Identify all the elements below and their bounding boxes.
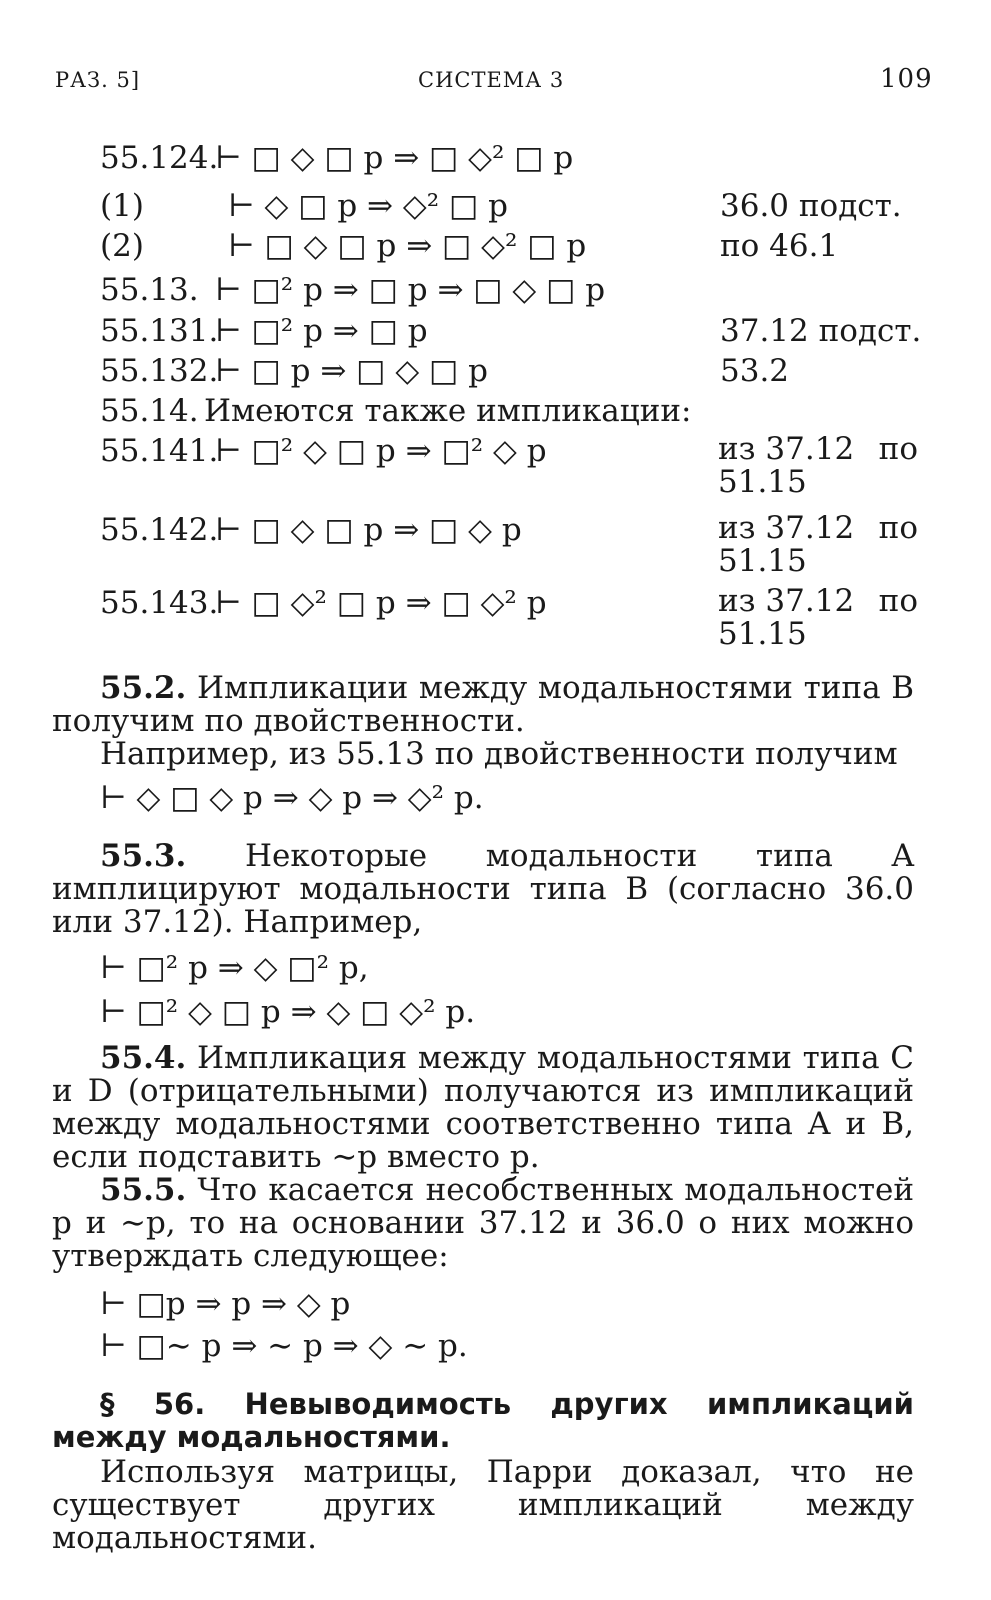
formula: ⊢ ◇ □ p ⇒ ◇² □ p	[228, 188, 508, 224]
formula-label: 55.14.	[100, 393, 199, 429]
justification-word: по	[878, 431, 918, 467]
section-heading: § 56. Невыводимость других импликаций между модальностями.	[52, 1387, 914, 1454]
formula-label: 55.13.	[100, 272, 199, 308]
formula-justification: 36.0 подст.	[720, 188, 902, 224]
formula-justification	[718, 433, 918, 499]
justification-ref: 51.15	[718, 464, 807, 500]
formula: ⊢ □² ◇ □ p ⇒ ◇ □ ◇² p.	[100, 994, 476, 1030]
formula: ⊢ □² p ⇒ □ p ⇒ □ ◇ □ p	[215, 272, 606, 308]
paragraph-number: 55.5.	[100, 1172, 187, 1208]
formula-justification: 53.2	[720, 353, 790, 389]
paragraph-text: Импликации между модальностями типа B получим по двойственности.	[52, 670, 914, 739]
justification-word: по	[878, 583, 918, 619]
paragraph-number: 55.3.	[100, 838, 187, 874]
formula-label: 55.124.	[100, 140, 219, 176]
formula: ⊢ □² p ⇒ □ p	[215, 313, 428, 349]
formula-justification	[718, 512, 918, 578]
paragraph-number: 55.4.	[100, 1040, 187, 1076]
justification-ref: 51.15	[718, 543, 807, 579]
formula-justification: 37.12 подст.	[720, 313, 922, 349]
formula: ⊢ □ ◇² □ p ⇒ □ ◇² p	[215, 585, 547, 621]
paragraph-55-3	[52, 840, 914, 939]
paragraph-55-4	[52, 1042, 914, 1174]
formula-label: (2)	[100, 228, 144, 264]
formula-label: 55.131.	[100, 313, 219, 349]
formula-label: 55.142.	[100, 512, 219, 548]
formula-justification: по 46.1	[720, 228, 839, 264]
formula: ⊢ □ ◇ □ p ⇒ □ ◇² □ p	[228, 228, 587, 264]
justification-source: из 37.12	[718, 431, 855, 467]
formula-label: (1)	[100, 188, 144, 224]
running-head-left: РАЗ. 5]	[55, 68, 141, 92]
justification-ref: 51.15	[718, 616, 807, 652]
formula: ⊢ □ p ⇒ □ ◇ □ p	[215, 353, 489, 389]
paragraph-number: 55.2.	[100, 670, 187, 706]
justification-word: по	[878, 510, 918, 546]
paragraph-text: Некоторые модальности типа A имплицируют модальности типа B (согласно 36.0 или 37.12). Например,	[52, 838, 914, 940]
paragraph-55-5	[52, 1174, 914, 1273]
formula-label: 55.143.	[100, 585, 219, 621]
paragraph-text: Что касается несобственных модальностей p и ∼p, то на основании 37.12 и 36.0 о них можно утверждать следующее:	[52, 1172, 914, 1274]
formula-justification	[718, 585, 918, 651]
justification-source: из 37.12	[718, 583, 855, 619]
formula: ⊢ □p ⇒ p ⇒ ◇ p	[100, 1286, 351, 1322]
formula: ⊢ □ ◇ □ p ⇒ □ ◇² □ p	[215, 140, 574, 176]
paragraph-text: Например, из 55.13 по двойственности получим	[100, 736, 898, 772]
formula-label: 55.132.	[100, 353, 219, 389]
formula: ⊢ ◇ □ ◇ p ⇒ ◇ p ⇒ ◇² p.	[100, 780, 484, 816]
paragraph-text: Используя матрицы, Парри доказал, что не существует других импликаций между модальностями.	[52, 1454, 914, 1556]
formula-label: 55.141.	[100, 433, 219, 469]
statement-text: Имеются также импликации:	[204, 393, 692, 429]
running-head-title: СИСТЕМА 3	[418, 68, 565, 92]
paragraph-text: Импликация между модальностями типа C и D (отрицательными) получаются из импликаций между модальностями соответственно типа A и B, если подставить ∼p вместо p.	[52, 1040, 914, 1175]
formula: ⊢ □∼ p ⇒ ∼ p ⇒ ◇ ∼ p.	[100, 1328, 468, 1364]
justification-source: из 37.12	[718, 510, 855, 546]
formula: ⊢ □² p ⇒ ◇ □² p,	[100, 950, 369, 986]
formula: ⊢ □ ◇ □ p ⇒ □ ◇ p	[215, 512, 522, 548]
paragraph-55-2	[52, 672, 914, 738]
formula: ⊢ □² ◇ □ p ⇒ □² ◇ p	[215, 433, 547, 469]
page-number: 109	[880, 64, 933, 94]
